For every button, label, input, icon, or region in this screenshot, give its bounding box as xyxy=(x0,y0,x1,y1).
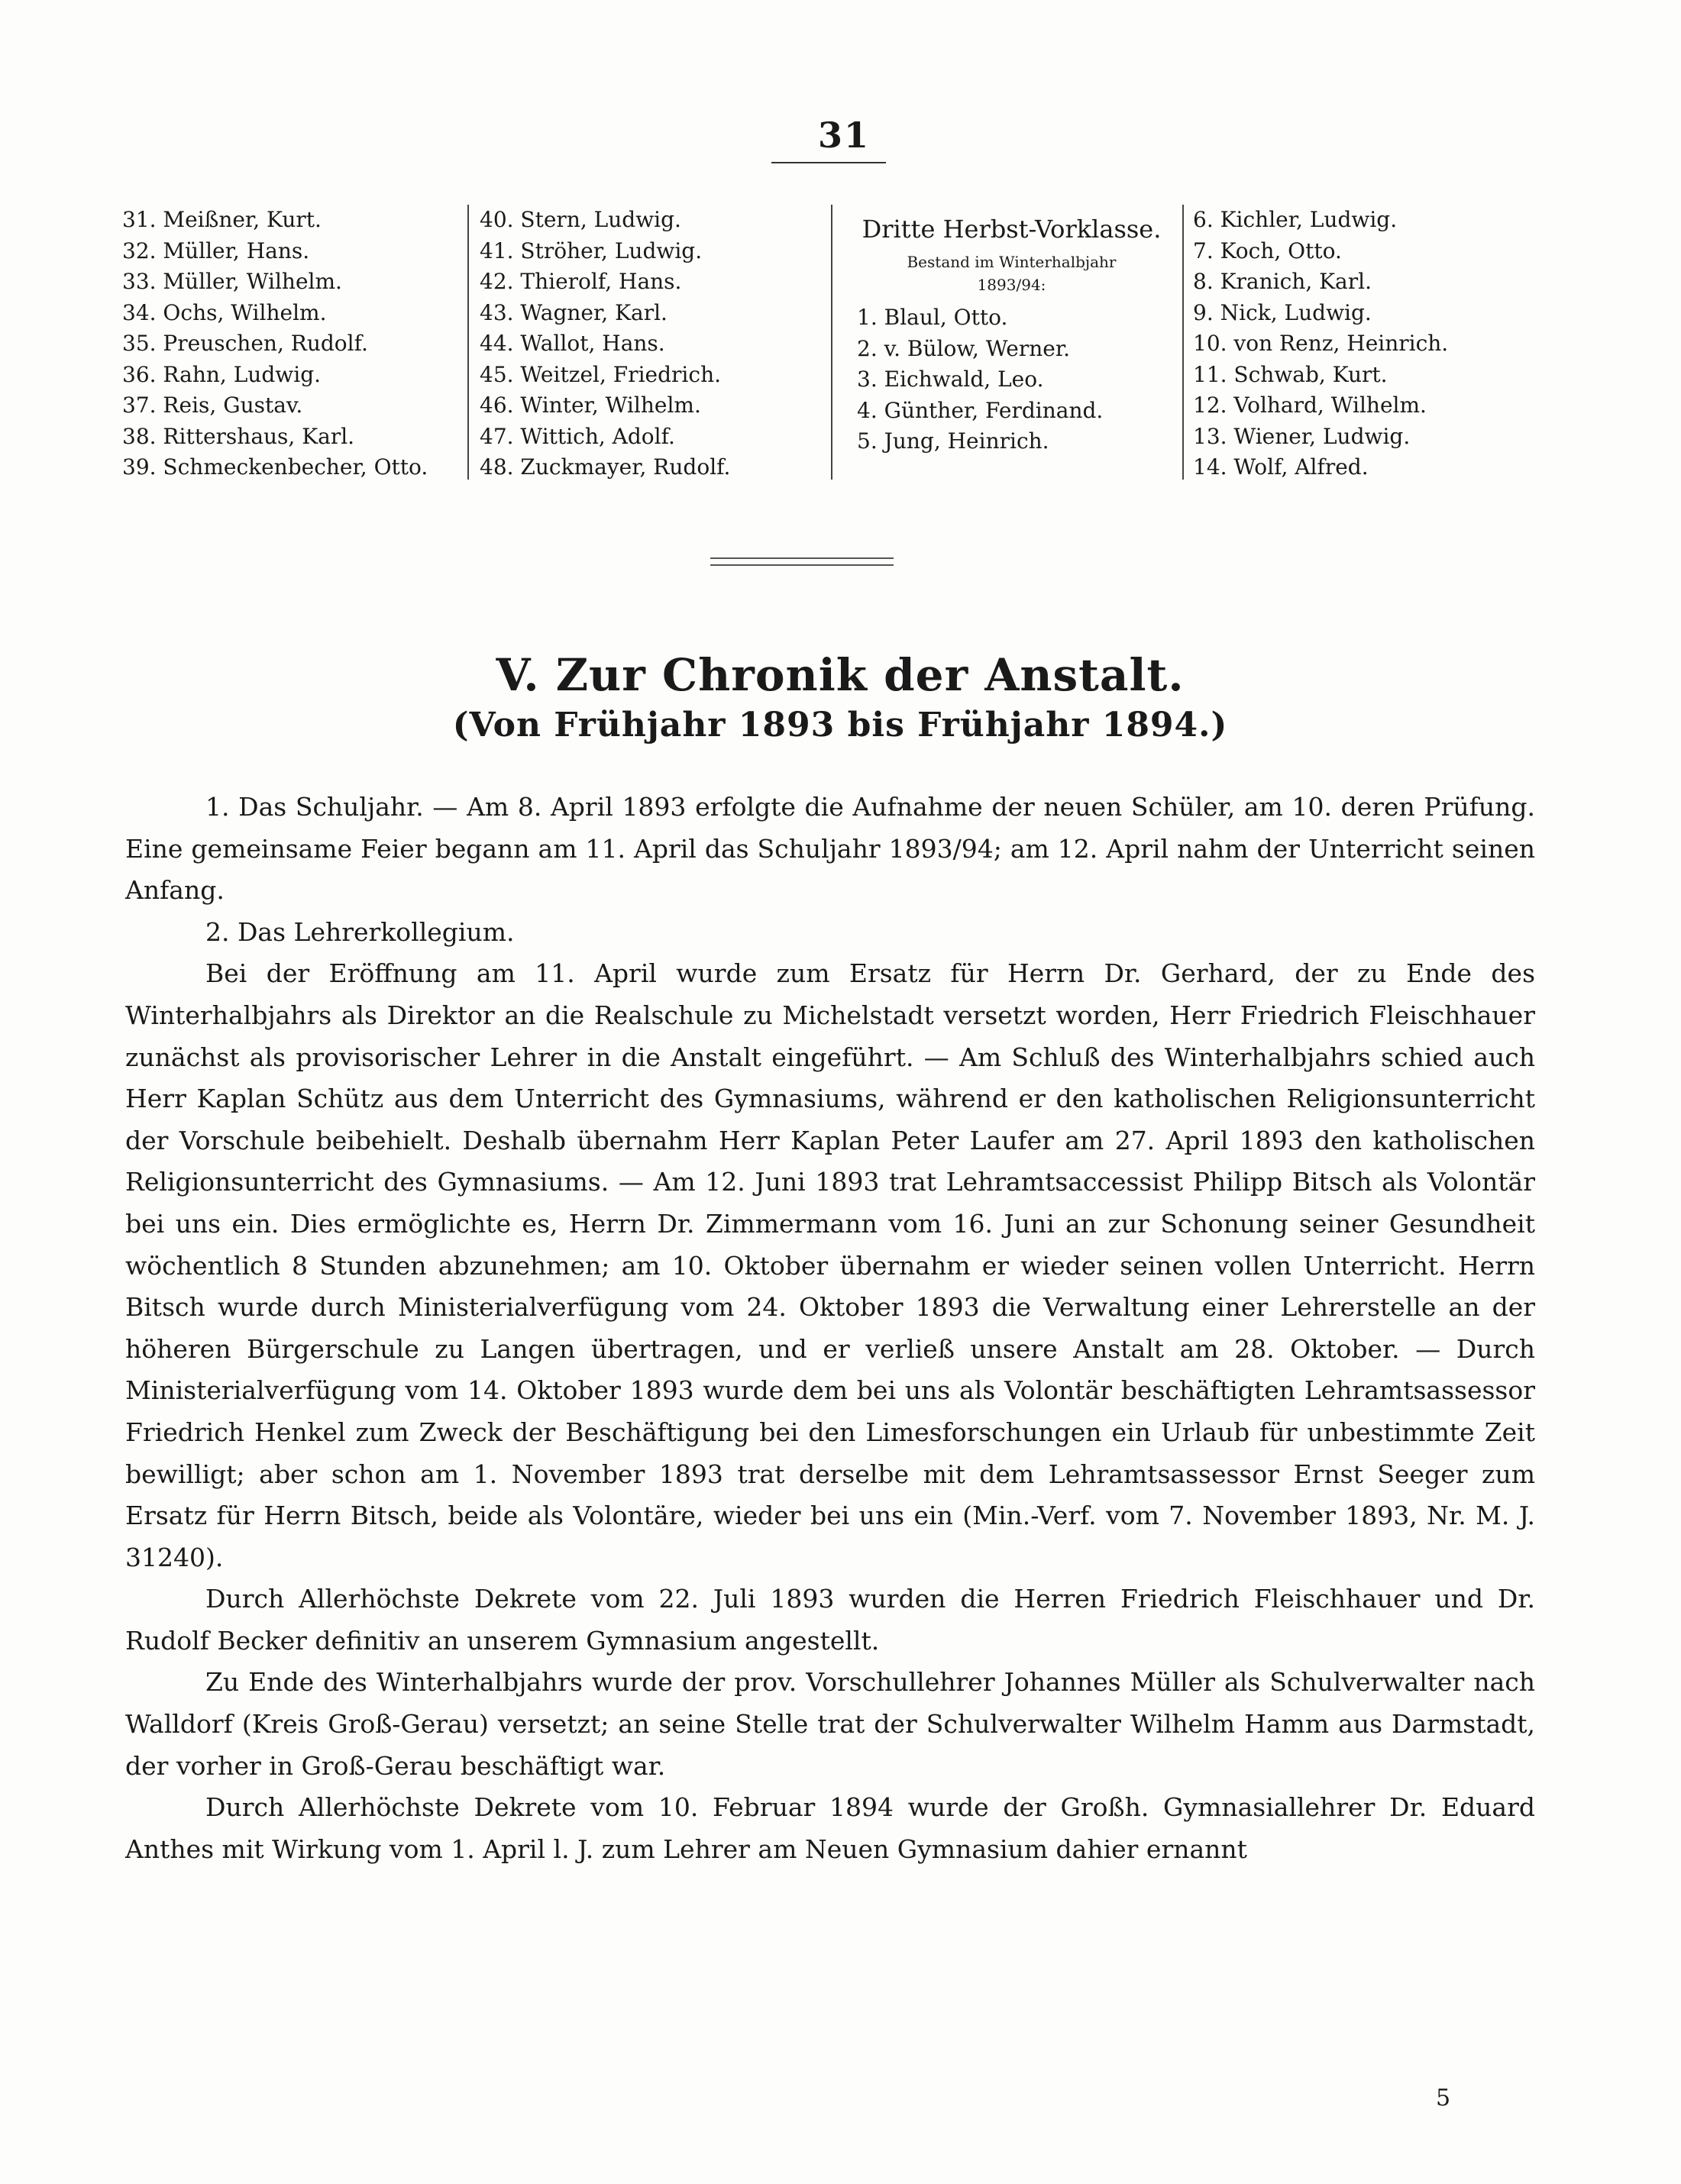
list-item: 39. Schmeckenbecher, Otto. xyxy=(122,454,428,480)
list-item: 11. Schwab, Kurt. xyxy=(1193,361,1388,387)
list-item: 5. Jung, Heinrich. xyxy=(857,428,1049,454)
page-number-rule xyxy=(771,162,886,163)
signature-mark: 5 xyxy=(1436,2085,1451,2111)
list-item: 38. Rittershaus, Karl. xyxy=(122,423,355,449)
list-item: 45. Weitzel, Friedrich. xyxy=(480,361,721,387)
list-item: 40. Stern, Ludwig. xyxy=(480,207,681,232)
list-item: 41. Ströher, Ludwig. xyxy=(480,237,703,263)
list-item: 3. Eichwald, Leo. xyxy=(857,367,1044,392)
class-subheading-year: 1893/94: xyxy=(977,276,1046,294)
paragraph-staff-changes: Bei der Eröffnung am 11. April wurde zum Ersatz für Herrn Dr. Gerhard, der zu Ende des Winterhalbjahrs als Direktor an die Realschule zu Michelstadt versetzt worden, Herr Friedrich Fleischhauer zunächst als provisorischer Lehrer in die Anstalt eingeführt. — Am Schluß des Winterhalbjahrs schied auch Herr Kaplan Schütz aus dem Unterricht des Gymnasiums, während er den katholischen Religionsunterricht der Vorschule beibehielt. Deshalb übernahm Herr Kaplan Peter Laufer am 27. April 1893 den katholischen Religionsunterricht des Gymnasiums. — Am 12. Juni 1893 trat Lehramtsaccessist Philipp Bitsch als Volontär bei uns ein. Dies ermöglichte es, Herrn Dr. Zimmermann vom 16. Juni an zur Schonung seiner Gesundheit wöchentlich 8 Stunden abzunehmen; am 10. Oktober übernahm er wieder seinen vollen Unterricht. Herrn Bitsch wurde durch Ministerialverfügung vom 24. Oktober 1893 die Verwaltung einer Lehrerstelle an der höheren Bürgerschule zu Langen übertragen, und er verließ unsere Anstalt am 28. Oktober. — Durch Ministerialverfügung vom 14. Oktober 1893 wurde dem bei uns als Volontär beschäftigten Lehramtsassessor Friedrich Henkel zum Zweck der Beschäftigung bei den Limesforschungen ein Urlaub für unbestimmte Zeit bewilligt; aber schon am 1. November 1893 trat derselbe mit dem Lehramtsassessor Ernst Seeger zum Ersatz für Herrn Bitsch, beide als Volontäre, wieder bei uns ein (Min.-Verf. vom 7. November 1893, Nr. M. J. 31240). xyxy=(125,958,1535,1572)
column-divider xyxy=(467,205,469,480)
paragraph-decree-1894: Durch Allerhöchste Dekrete vom 10. Februar 1894 wurde der Großh. Gymnasiallehrer Dr. Eduard Anthes mit Wirkung vom 1. April l. J. zum Lehrer am Neuen Gymnasium dahier ernannt xyxy=(125,1792,1535,1864)
list-item: 8. Kranich, Karl. xyxy=(1193,269,1372,294)
column-divider xyxy=(1182,205,1184,480)
student-list-column-2 xyxy=(480,205,800,483)
section-divider xyxy=(710,557,894,566)
list-item: 37. Reis, Gustav. xyxy=(122,393,303,418)
list-item: 6. Kichler, Ludwig. xyxy=(1193,207,1398,232)
list-item: 44. Wallot, Hans. xyxy=(480,331,665,356)
list-item: 2. v. Bülow, Werner. xyxy=(857,335,1071,361)
list-item: 47. Wittich, Adolf. xyxy=(480,423,675,449)
list-item: 12. Volhard, Wilhelm. xyxy=(1193,393,1427,418)
list-item: 10. von Renz, Heinrich. xyxy=(1193,331,1449,356)
paragraph-teaching-staff-heading: 2. Das Lehrerkollegium. xyxy=(205,916,515,947)
student-list-column-1 xyxy=(122,205,458,483)
list-item: 34. Ochs, Wilhelm. xyxy=(122,299,327,325)
paragraph-appointments: Durch Allerhöchste Dekrete vom 22. Juli 1893 wurden die Herren Friedrich Fleischhauer und Dr. Rudolf Becker definitiv an unserem Gymnasium angestellt. xyxy=(125,1584,1535,1656)
list-item: 48. Zuckmayer, Rudolf. xyxy=(480,454,731,480)
class-list xyxy=(857,302,1166,457)
list-item: 32. Müller, Hans. xyxy=(122,237,310,263)
student-list-column-3 xyxy=(857,205,1166,457)
list-item: 46. Winter, Wilhelm. xyxy=(480,393,701,418)
student-list-column-4 xyxy=(1193,205,1521,483)
list-item: 9. Nick, Ludwig. xyxy=(1193,299,1372,325)
list-item: 14. Wolf, Alfred. xyxy=(1193,454,1369,480)
chronicle-body xyxy=(125,787,1535,1870)
list-item: 43. Wagner, Karl. xyxy=(480,299,668,325)
paragraph-preschool-teacher: Zu Ende des Winterhalbjahrs wurde der prov. Vorschullehrer Johannes Müller als Schulverwalter nach Walldorf (Kreis Groß-Gerau) versetzt; an seine Stelle trat der Schulverwalter Wilhelm Hamm aus Darmstadt, der vorher in Groß-Gerau beschäftigt war. xyxy=(125,1667,1535,1781)
list-item: 36. Rahn, Ludwig. xyxy=(122,361,322,387)
list-item: 1. Blaul, Otto. xyxy=(857,305,1008,330)
section-subtitle: (Von Frühjahr 1893 bis Frühjahr 1894.) xyxy=(452,706,1228,745)
class-subheading: Bestand im Winterhalbjahr xyxy=(907,253,1117,271)
column-divider xyxy=(831,205,832,480)
page-number: 31 xyxy=(817,115,870,156)
list-item: 33. Müller, Wilhelm. xyxy=(122,269,342,294)
list-item: 4. Günther, Ferdinand. xyxy=(857,397,1104,423)
class-heading: Dritte Herbst-Vorklasse. xyxy=(862,215,1162,244)
list-item: 35. Preuschen, Rudolf. xyxy=(122,331,368,356)
list-item: 13. Wiener, Ludwig. xyxy=(1193,423,1411,449)
list-item: 7. Koch, Otto. xyxy=(1193,237,1342,263)
section-title: V. Zur Chronik der Anstalt. xyxy=(496,649,1185,701)
paragraph-school-year: 1. Das Schuljahr. — Am 8. April 1893 erfolgte die Aufnahme der neuen Schüler, am 10. deren Prüfung. Eine gemeinsame Feier begann am 11. April das Schuljahr 1893/94; am 12. April nahm der Unterricht seinen Anfang. xyxy=(125,792,1535,906)
list-item: 42. Thierolf, Hans. xyxy=(480,269,682,294)
list-item: 31. Meißner, Kurt. xyxy=(122,207,322,232)
